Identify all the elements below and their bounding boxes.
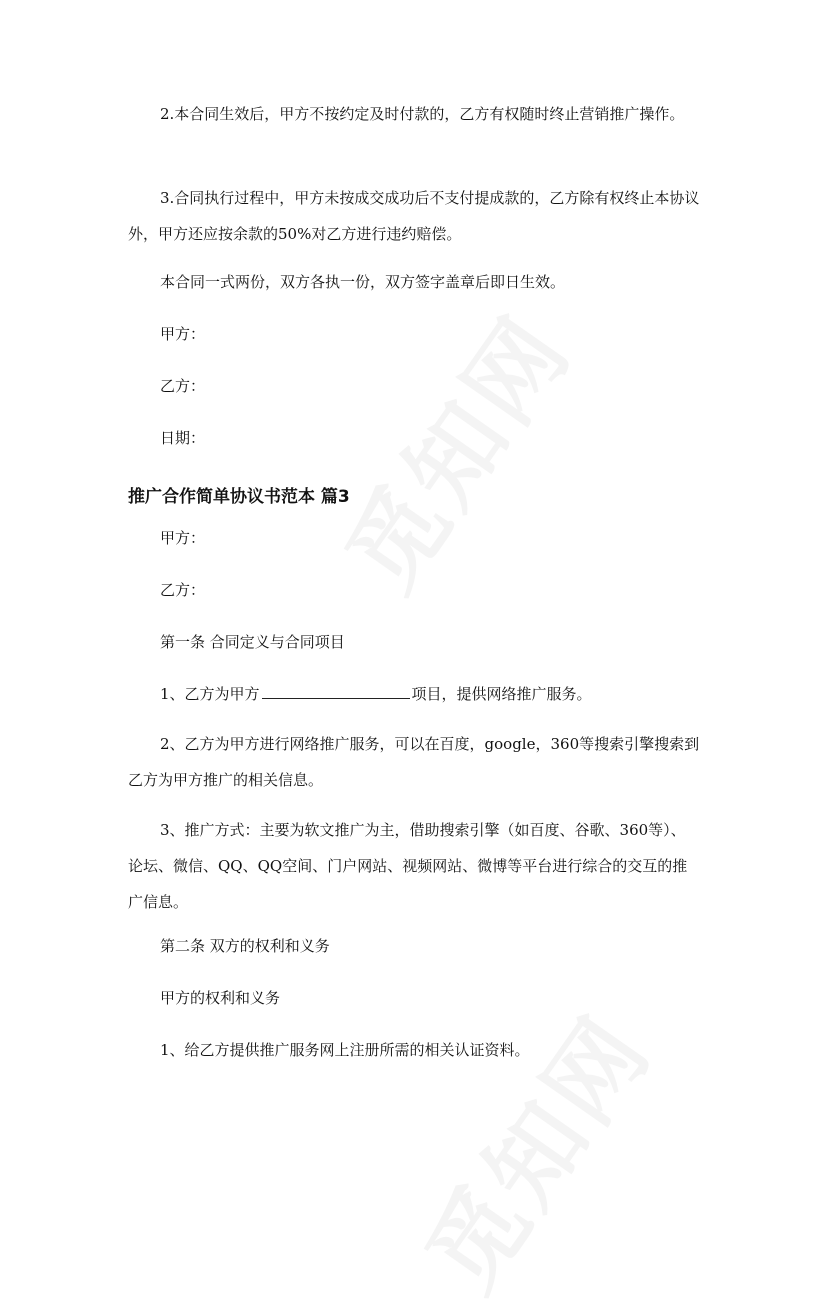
article-1-item-2: 2、乙方为甲方进行网络推广服务，可以在百度，google，360等搜索引擎搜索到乙方为甲方推广的相关信息。 xyxy=(128,735,700,789)
party-b-label: 乙方： xyxy=(160,377,206,395)
paragraph-commission-term: 3.合同执行过程中，甲方未按成交成功后不支付提成款的，乙方除有权终止本协议外，甲方还应按余款的50%对乙方进行违约赔偿。 xyxy=(128,189,700,243)
paragraph-payment-term: 2.本合同生效后，甲方不按约定及时付款的，乙方有权随时终止营销推广操作。 xyxy=(160,105,685,123)
party-a-label: 甲方： xyxy=(160,325,206,343)
date-label: 日期： xyxy=(160,429,206,447)
item-1-prefix: 1、乙方为甲方 xyxy=(160,685,260,703)
section-heading: 推广合作简单协议书范本 篇3 xyxy=(128,487,350,507)
article-1-title: 第一条 合同定义与合同项目 xyxy=(160,633,345,651)
article-1-item-1 xyxy=(128,676,700,712)
paragraph-copies: 本合同一式两份，双方各执一份，双方签字盖章后即日生效。 xyxy=(160,273,566,291)
article-2-title: 第二条 双方的权利和义务 xyxy=(160,937,330,955)
article-1-item-3: 3、推广方式：主要为软文推广为主，借助搜索引擎（如百度、谷歌、360等）、论坛、微信、QQ、QQ空间、门户网站、视频网站、微博等平台进行综合的交互的推广信息。 xyxy=(128,821,688,911)
project-name-blank xyxy=(262,684,410,699)
section3-party-b: 乙方： xyxy=(160,581,206,599)
section3-party-a: 甲方： xyxy=(160,529,206,547)
item-1-suffix: 项目，提供网络推广服务。 xyxy=(411,685,592,703)
party-a-rights-title: 甲方的权利和义务 xyxy=(160,989,281,1007)
party-a-rights-item-1: 1、给乙方提供推广服务网上注册所需的相关认证资料。 xyxy=(160,1041,530,1059)
